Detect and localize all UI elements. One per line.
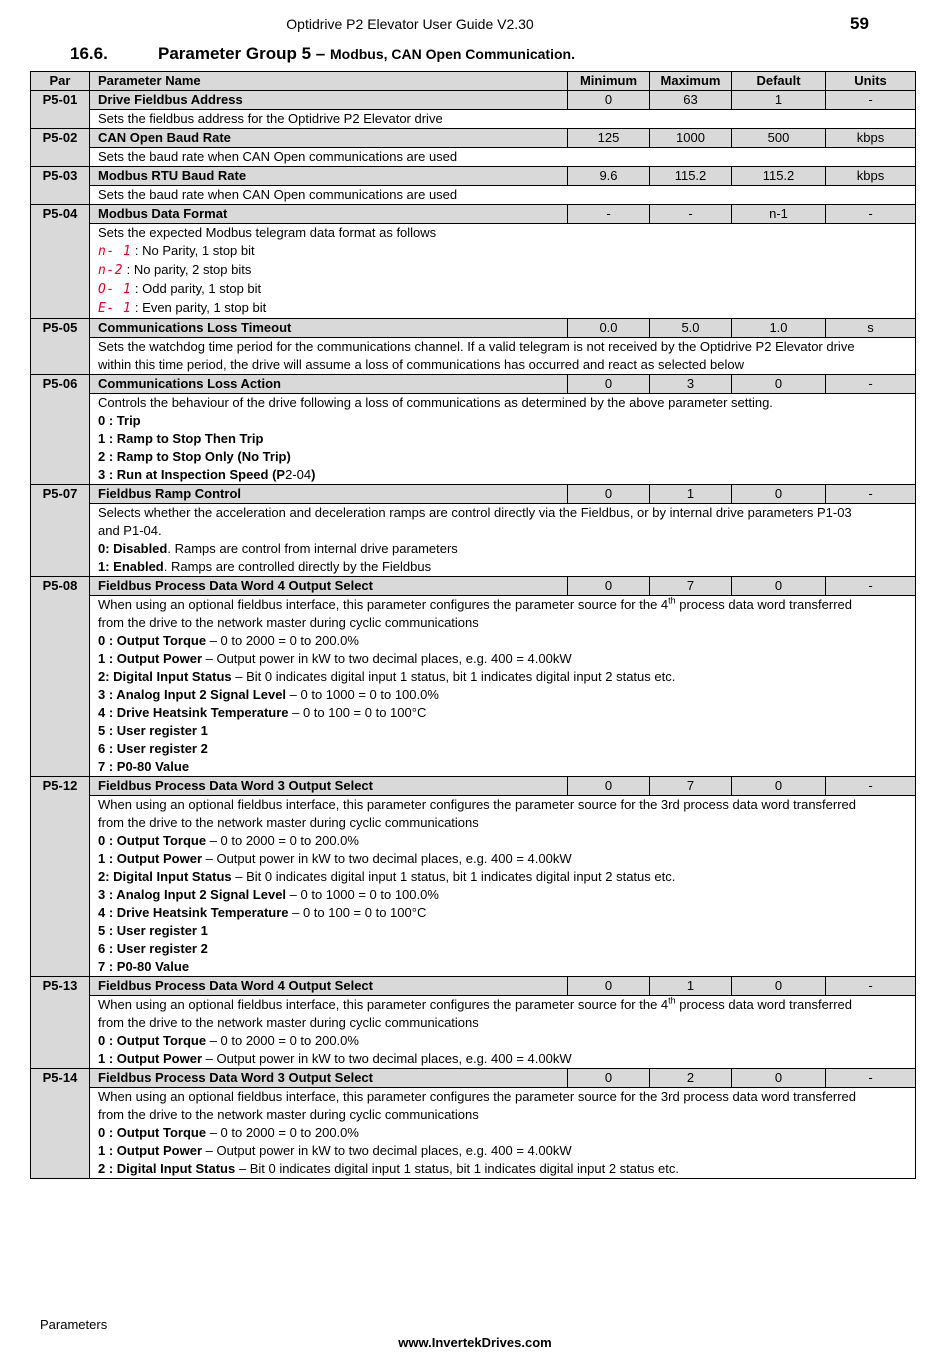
description-line [98,740,907,758]
description-line [98,796,907,814]
description-text: 2: Digital Input Status [98,869,232,884]
description-text: 3 : Analog Input 2 Signal Level [98,887,287,902]
parameter-units: - [826,485,916,504]
description-text: 2-04 [285,467,312,482]
description-text: 1 : Ramp to Stop Then Trip [98,431,264,446]
table-row-description [31,110,916,129]
parameter-units: kbps [826,167,916,186]
parameter-default: 500 [732,129,826,148]
description-line [98,704,907,722]
parameter-units: - [826,777,916,796]
table-row-description [31,186,916,205]
description-text: – 0 to 100 = 0 to 100°C [288,705,427,720]
page-number: 59 [850,14,869,33]
display-code: O- 1 [98,282,132,297]
description-text: Sets the fieldbus address for the Optidrive P2 Elevator drive [98,111,443,126]
parameter-units: kbps [826,129,916,148]
parameter-code: P5-01 [31,91,90,129]
parameter-name: Communications Loss Action [90,375,568,394]
description-line [98,338,907,356]
description-text: 7 : P0-80 Value [98,959,190,974]
description-line [98,1160,907,1178]
parameter-name: CAN Open Baud Rate [90,129,568,148]
description-text: – Bit 0 indicates digital input 1 status, bit 1 indicates digital input 2 status etc. [235,1161,679,1176]
description-text: from the drive to the network master during cyclic communications [98,1015,479,1030]
description-line [98,466,907,484]
description-text: 1: Enabled [98,559,164,574]
description-text: When using an optional fieldbus interface, this parameter configures the parameter source for the 3rd process data word transferred [98,797,857,812]
table-row [31,577,916,596]
description-text: 6 : User register 2 [98,941,208,956]
parameter-code: P5-06 [31,375,90,485]
description-line [98,686,907,704]
parameter-default: 0 [732,577,826,596]
description-line [98,1106,907,1124]
parameter-name: Communications Loss Timeout [90,319,568,338]
description-text: – 0 to 2000 = 0 to 200.0% [206,833,359,848]
description-text: – 0 to 1000 = 0 to 100.0% [286,887,439,902]
parameter-default: n-1 [732,205,826,224]
description-text: – Bit 0 indicates digital input 1 status, bit 1 indicates digital input 2 status etc. [231,869,676,884]
description-line [98,1124,907,1142]
parameter-default: 1 [732,91,826,110]
parameter-code: P5-05 [31,319,90,375]
description-line [98,922,907,940]
description-line [98,522,907,540]
description-text: Sets the baud rate when CAN Open communications are used [98,187,458,202]
parameter-code: P5-13 [31,977,90,1069]
parameter-table [30,71,916,1179]
description-text: th [668,595,676,606]
parameter-maximum: 5.0 [650,319,732,338]
table-row-description [31,596,916,777]
description-text: 1 : Output Power [98,1143,202,1158]
parameter-code: P5-08 [31,577,90,777]
description-line [98,394,907,412]
description-text: Sets the expected Modbus telegram data format as follows [98,225,437,240]
parameter-name: Drive Fieldbus Address [90,91,568,110]
section-title: Parameter Group 5 – [158,44,326,63]
description-text: When using an optional fieldbus interface, this parameter configures the parameter source for the 3rd process data word transferred [98,1089,857,1104]
description-line [98,224,907,242]
description-line [98,558,907,576]
parameter-maximum: 63 [650,91,732,110]
table-row-description [31,996,916,1069]
parameter-units: s [826,319,916,338]
description-line [98,1014,907,1032]
header-parameter-name: Parameter Name [90,72,568,91]
footer-website: www.InvertekDrives.com [398,1335,552,1350]
description-line [98,356,907,374]
description-text: – Output power in kW to two decimal places, e.g. 400 = 4.00kW [202,1051,572,1066]
description-line [98,758,907,776]
parameter-maximum: 1 [650,977,732,996]
table-row [31,485,916,504]
description-text: 0 : Output Torque [98,833,207,848]
parameter-code: P5-12 [31,777,90,977]
table-row-description [31,394,916,485]
display-code: n- 1 [98,244,132,259]
parameter-description [90,996,916,1069]
parameter-table-body [31,91,916,1179]
description-text: . Ramps are controlled directly by the Fieldbus [163,559,432,574]
description-line [98,280,907,299]
page-header [0,14,950,36]
description-line [98,850,907,868]
parameter-code: P5-07 [31,485,90,577]
description-line [98,448,907,466]
parameter-units: - [826,205,916,224]
parameter-code: P5-02 [31,129,90,167]
description-line [98,261,907,280]
description-text: 3 : Analog Input 2 Signal Level [98,687,287,702]
description-text: 0 : Output Torque [98,1125,207,1140]
parameter-code: P5-04 [31,205,90,319]
parameter-minimum: - [568,205,650,224]
description-text: : Even parity, 1 stop bit [131,300,267,315]
parameter-units: - [826,375,916,394]
parameter-maximum: 1000 [650,129,732,148]
description-line [98,614,907,632]
description-line [98,814,907,832]
parameter-description [90,338,916,375]
description-line [98,1032,907,1050]
parameter-default: 0 [732,1069,826,1088]
table-row [31,375,916,394]
table-row [31,319,916,338]
description-text: th [668,995,676,1006]
parameter-description [90,796,916,977]
description-text: – 0 to 1000 = 0 to 100.0% [286,687,439,702]
parameter-description [90,186,916,205]
parameter-code: P5-14 [31,1069,90,1179]
description-text: 2 : Digital Input Status [98,1161,236,1176]
parameter-description [90,504,916,577]
description-line [98,1088,907,1106]
description-line [98,958,907,976]
description-text: – 0 to 2000 = 0 to 200.0% [206,1125,359,1140]
parameter-minimum: 9.6 [568,167,650,186]
header-default: Default [732,72,826,91]
description-text: When using an optional fieldbus interface, this parameter configures the parameter source for the 4 [98,997,669,1012]
parameter-minimum: 0 [568,485,650,504]
parameter-name: Modbus Data Format [90,205,568,224]
description-text: from the drive to the network master during cyclic communications [98,1107,479,1122]
parameter-units: - [826,577,916,596]
parameter-minimum: 125 [568,129,650,148]
parameter-name: Fieldbus Process Data Word 3 Output Select [90,1069,568,1088]
parameter-maximum: 3 [650,375,732,394]
description-line [98,832,907,850]
table-row-description [31,1088,916,1179]
description-line [98,242,907,261]
description-line [98,868,907,886]
description-text: – Bit 0 indicates digital input 1 status, bit 1 indicates digital input 2 status etc. [231,669,676,684]
parameter-default: 0 [732,485,826,504]
parameter-minimum: 0 [568,91,650,110]
description-line [98,299,907,318]
description-text: 0 : Output Torque [98,633,207,648]
description-text: When using an optional fieldbus interface, this parameter configures the parameter source for the 4 [98,597,669,612]
parameter-default: 0 [732,777,826,796]
description-text: – 0 to 2000 = 0 to 200.0% [206,1033,359,1048]
description-line [98,632,907,650]
description-line [98,904,907,922]
parameter-units: - [826,1069,916,1088]
description-text: : Odd parity, 1 stop bit [131,281,262,296]
description-text: process data word transferred [675,997,852,1012]
header-units: Units [826,72,916,91]
parameter-description [90,394,916,485]
parameter-maximum: 1 [650,485,732,504]
table-row [31,205,916,224]
description-text: . Ramps are control from internal drive parameters [167,541,458,556]
description-text: 1 : Output Power [98,1051,202,1066]
description-text: 2 : Ramp to Stop Only (No Trip) [98,449,291,464]
parameter-default: 0 [732,977,826,996]
display-code: n-2 [98,263,123,278]
parameter-units: - [826,91,916,110]
description-text: within this time period, the drive will assume a loss of communications has occurred and react as selected below [98,357,744,372]
parameter-minimum: 0 [568,375,650,394]
parameter-description [90,1088,916,1179]
document-title: Optidrive P2 Elevator User Guide V2.30 [286,16,534,32]
table-row [31,91,916,110]
parameter-maximum: - [650,205,732,224]
parameter-name: Fieldbus Ramp Control [90,485,568,504]
description-text: and P1-04. [98,523,162,538]
header-minimum: Minimum [568,72,650,91]
description-text: 0: Disabled [98,541,168,556]
description-text: 0 : Trip [98,413,141,428]
parameter-maximum: 2 [650,1069,732,1088]
description-line [98,540,907,558]
parameter-description [90,224,916,319]
section-number: 16.6. [70,44,108,63]
table-row [31,1069,916,1088]
description-line [98,650,907,668]
description-line [98,412,907,430]
description-text: 7 : P0-80 Value [98,759,190,774]
parameter-minimum: 0.0 [568,319,650,338]
parameter-default: 0 [732,375,826,394]
parameter-description [90,148,916,167]
parameter-code: P5-03 [31,167,90,205]
description-text: process data word transferred [675,597,852,612]
table-row-description [31,504,916,577]
header-par: Par [31,72,90,91]
description-text: ) [311,467,316,482]
description-text: 2: Digital Input Status [98,669,232,684]
description-line [98,1142,907,1160]
parameter-default: 115.2 [732,167,826,186]
table-row-description [31,148,916,167]
description-text: – Output power in kW to two decimal places, e.g. 400 = 4.00kW [202,851,572,866]
description-text: Controls the behaviour of the drive following a loss of communications as determined by the above parameter setting. [98,395,773,410]
parameter-name: Fieldbus Process Data Word 4 Output Select [90,977,568,996]
table-row [31,977,916,996]
description-line [98,504,907,522]
table-row [31,167,916,186]
parameter-minimum: 0 [568,977,650,996]
parameter-maximum: 7 [650,577,732,596]
table-header-row [31,72,916,91]
parameter-minimum: 0 [568,1069,650,1088]
parameter-description [90,110,916,129]
description-text: – Output power in kW to two decimal places, e.g. 400 = 4.00kW [202,651,572,666]
description-text: 4 : Drive Heatsink Temperature [98,905,289,920]
description-line [98,996,907,1014]
section-subtitle: Modbus, CAN Open Communication. [329,46,575,62]
description-text: 5 : User register 1 [98,923,208,938]
table-row-description [31,338,916,375]
description-line [98,110,907,128]
description-text: 3 : Run at Inspection Speed (P [98,467,286,482]
description-line [98,596,907,614]
description-line [98,148,907,166]
table-row [31,129,916,148]
description-line [98,886,907,904]
table-row-description [31,224,916,319]
description-line [98,722,907,740]
description-text: – 0 to 100 = 0 to 100°C [288,905,427,920]
footer-section-label: Parameters [40,1317,108,1332]
parameter-maximum: 7 [650,777,732,796]
parameter-minimum: 0 [568,577,650,596]
description-text: Selects whether the acceleration and deceleration ramps are control directly via the Fieldbus, or by internal drive parameters P1-03 [98,505,852,520]
description-line [98,1050,907,1068]
table-row [31,777,916,796]
parameter-default: 1.0 [732,319,826,338]
description-text: 6 : User register 2 [98,741,208,756]
description-text: Sets the watchdog time period for the communications channel. If a valid telegram is not received by the Optidrive P2 Elevator drive [98,339,855,354]
parameter-name: Modbus RTU Baud Rate [90,167,568,186]
section-heading [70,44,575,64]
description-text: 1 : Output Power [98,851,202,866]
parameter-maximum: 115.2 [650,167,732,186]
parameter-minimum: 0 [568,777,650,796]
description-text: 5 : User register 1 [98,723,208,738]
description-text: 1 : Output Power [98,651,202,666]
header-maximum: Maximum [650,72,732,91]
display-code: E- 1 [98,301,132,316]
table-row-description [31,796,916,977]
description-text: : No parity, 2 stop bits [122,262,252,277]
description-text: : No Parity, 1 stop bit [131,243,255,258]
description-text: from the drive to the network master during cyclic communications [98,815,479,830]
description-line [98,668,907,686]
parameter-description [90,596,916,777]
description-line [98,430,907,448]
description-text: from the drive to the network master during cyclic communications [98,615,479,630]
parameter-name: Fieldbus Process Data Word 4 Output Select [90,577,568,596]
parameter-name: Fieldbus Process Data Word 3 Output Select [90,777,568,796]
description-text: Sets the baud rate when CAN Open communications are used [98,149,458,164]
description-line [98,186,907,204]
description-text: – Output power in kW to two decimal places, e.g. 400 = 4.00kW [202,1143,572,1158]
parameter-units: - [826,977,916,996]
description-text: – 0 to 2000 = 0 to 200.0% [206,633,359,648]
description-text: 4 : Drive Heatsink Temperature [98,705,289,720]
description-text: 0 : Output Torque [98,1033,207,1048]
description-line [98,940,907,958]
